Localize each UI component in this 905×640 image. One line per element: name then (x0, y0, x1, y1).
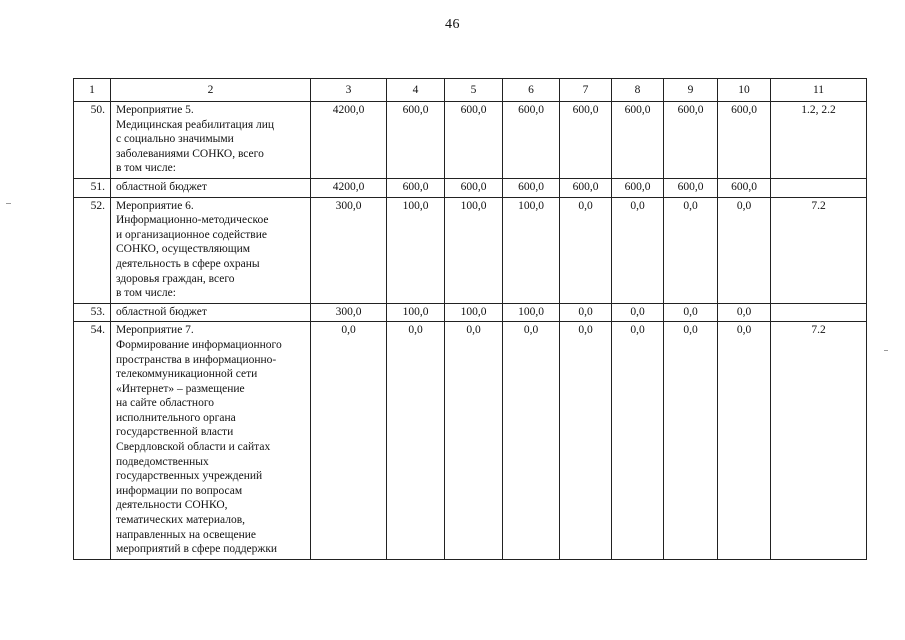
value-cell: 600,0 (503, 178, 560, 197)
value-cell: 0,0 (664, 322, 718, 560)
value-cell: 0,0 (718, 303, 771, 322)
table-row (74, 178, 867, 197)
value-cell: 600,0 (664, 102, 718, 179)
value-cell: 600,0 (560, 178, 612, 197)
table-header-row (74, 79, 867, 102)
column-header: 4 (387, 79, 445, 102)
value-cell: 100,0 (387, 197, 445, 303)
value-cell: 100,0 (445, 303, 503, 322)
row-description: Мероприятие 6. Информационно-методическое и организационное содействие СОНКО, осуществляющим деятельность в сфере охраны здоровья граждан, всего в том числе: (111, 197, 311, 303)
value-cell: 4200,0 (311, 102, 387, 179)
value-cell: 0,0 (664, 303, 718, 322)
budget-table (73, 78, 867, 560)
target-reference: 7.2 (771, 322, 867, 560)
value-cell: 0,0 (311, 322, 387, 560)
value-cell: 0,0 (612, 303, 664, 322)
column-header: 1 (74, 79, 111, 102)
target-reference: 1.2, 2.2 (771, 102, 867, 179)
value-cell: 0,0 (387, 322, 445, 560)
column-header: 9 (664, 79, 718, 102)
value-cell: 0,0 (560, 322, 612, 560)
row-description: областной бюджет (111, 178, 311, 197)
value-cell: 0,0 (718, 197, 771, 303)
value-cell: 300,0 (311, 303, 387, 322)
value-cell: 0,0 (560, 197, 612, 303)
row-number: 54. (74, 322, 111, 560)
column-header: 5 (445, 79, 503, 102)
column-header: 2 (111, 79, 311, 102)
value-cell: 100,0 (445, 197, 503, 303)
value-cell: 100,0 (387, 303, 445, 322)
row-number: 50. (74, 102, 111, 179)
value-cell: 600,0 (503, 102, 560, 179)
column-header: 6 (503, 79, 560, 102)
value-cell: 0,0 (612, 322, 664, 560)
value-cell: 100,0 (503, 197, 560, 303)
column-header: 7 (560, 79, 612, 102)
table-row (74, 197, 867, 303)
value-cell: 600,0 (445, 102, 503, 179)
page-number: 46 (445, 17, 460, 32)
row-number: 52. (74, 197, 111, 303)
value-cell: 600,0 (612, 102, 664, 179)
value-cell: 600,0 (718, 178, 771, 197)
scan-artifact (884, 350, 888, 351)
row-number: 53. (74, 303, 111, 322)
row-description: Мероприятие 5. Медицинская реабилитация лиц с социально значимыми заболеваниями СОНКО, всего в том числе: (111, 102, 311, 179)
column-header: 11 (771, 79, 867, 102)
scan-artifact (6, 203, 11, 204)
value-cell: 600,0 (664, 178, 718, 197)
value-cell: 300,0 (311, 197, 387, 303)
row-description: областной бюджет (111, 303, 311, 322)
row-number: 51. (74, 178, 111, 197)
table-row (74, 102, 867, 179)
target-reference: 7.2 (771, 197, 867, 303)
value-cell: 600,0 (387, 178, 445, 197)
table-row (74, 303, 867, 322)
value-cell: 0,0 (718, 322, 771, 560)
target-reference (771, 303, 867, 322)
value-cell: 100,0 (503, 303, 560, 322)
column-header: 3 (311, 79, 387, 102)
value-cell: 0,0 (503, 322, 560, 560)
value-cell: 4200,0 (311, 178, 387, 197)
value-cell: 600,0 (560, 102, 612, 179)
column-header: 8 (612, 79, 664, 102)
value-cell: 0,0 (612, 197, 664, 303)
value-cell: 600,0 (612, 178, 664, 197)
value-cell: 600,0 (387, 102, 445, 179)
row-description: Мероприятие 7. Формирование информационного пространства в информационно- телекоммуникационной сети «Интернет» – размещение на сайте областного исполнительного органа государственной власти Свердловской области и сайтах подведомственных государственных учреждений информации по вопросам деятельности СОНКО, тематических материалов, направленных на освещение мероприятий в сфере поддержки (111, 322, 311, 560)
value-cell: 0,0 (445, 322, 503, 560)
value-cell: 600,0 (445, 178, 503, 197)
target-reference (771, 178, 867, 197)
column-header: 10 (718, 79, 771, 102)
table-row (74, 322, 867, 560)
value-cell: 0,0 (664, 197, 718, 303)
value-cell: 600,0 (718, 102, 771, 179)
value-cell: 0,0 (560, 303, 612, 322)
